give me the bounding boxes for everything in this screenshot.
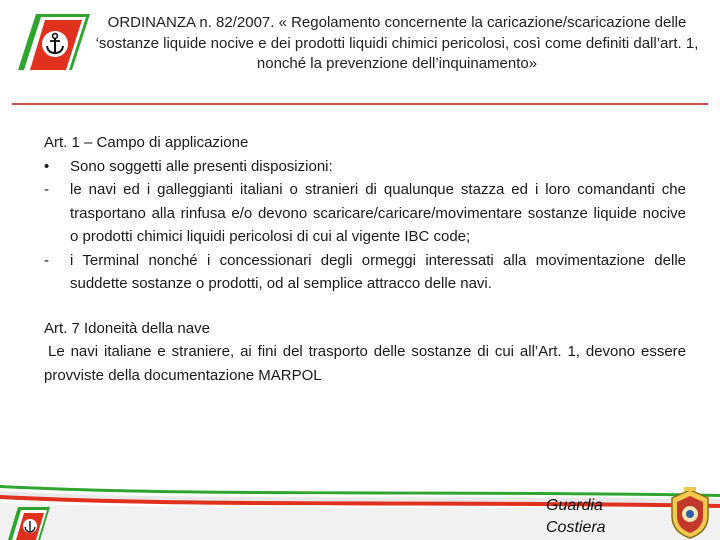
article-1-heading: Art. 1 – Campo di applicazione (44, 134, 249, 151)
list-item (44, 178, 686, 249)
footer-brand-line1: Guardia (546, 497, 603, 514)
title-divider (12, 103, 708, 105)
dash-marker: - (44, 181, 49, 198)
page-title: ORDINANZA n. 82/2007. « Regolamento concernente la caricazione/scaricazione delle ‘sostanze liquide nocive e dei prodotti liquidi chimici pericolosi, così come definiti dall’art. 1, nonché la prevenzione dell’inquinamento» (95, 14, 699, 72)
bullet-text: Sono soggetti alle presenti disposizioni: (70, 157, 333, 175)
article-7-heading: Art. 7 Idoneità della nave (44, 319, 210, 337)
anchor-icon (23, 519, 37, 533)
crest-icon (664, 486, 716, 540)
footer-band (0, 455, 720, 540)
list-item-text: le navi ed i galleggianti italiani o stranieri di qualunque stazza ed i loro comandanti che trasportano alla rinfusa e/o devono scaricare/caricare/movimentare sostanze liquide nocive o prodotti chimici liquidi pericolosi di cui al vigente IBC code; (70, 181, 686, 245)
dash-marker: - (44, 251, 49, 269)
coast-guard-logo (14, 14, 90, 70)
footer-brand (546, 495, 606, 539)
bullet-item (44, 155, 686, 179)
list-item (44, 249, 686, 296)
bullet-marker: • (44, 157, 50, 175)
article-7-text: Le navi italiane e straniere, ai fini del trasporto delle sostanze di cui all’Art. 1, devono essere provviste della documentazione MARPOL (44, 343, 686, 384)
anchor-icon (42, 31, 68, 57)
list-item-text: i Terminal nonché i concessionari degli ormeggi interessati alla movimentazione delle suddette sostanze o prodotti, od al semplice attracco delle navi. (70, 251, 686, 292)
footer-brand-line2: Costiera (546, 519, 606, 536)
document-body (44, 131, 686, 387)
